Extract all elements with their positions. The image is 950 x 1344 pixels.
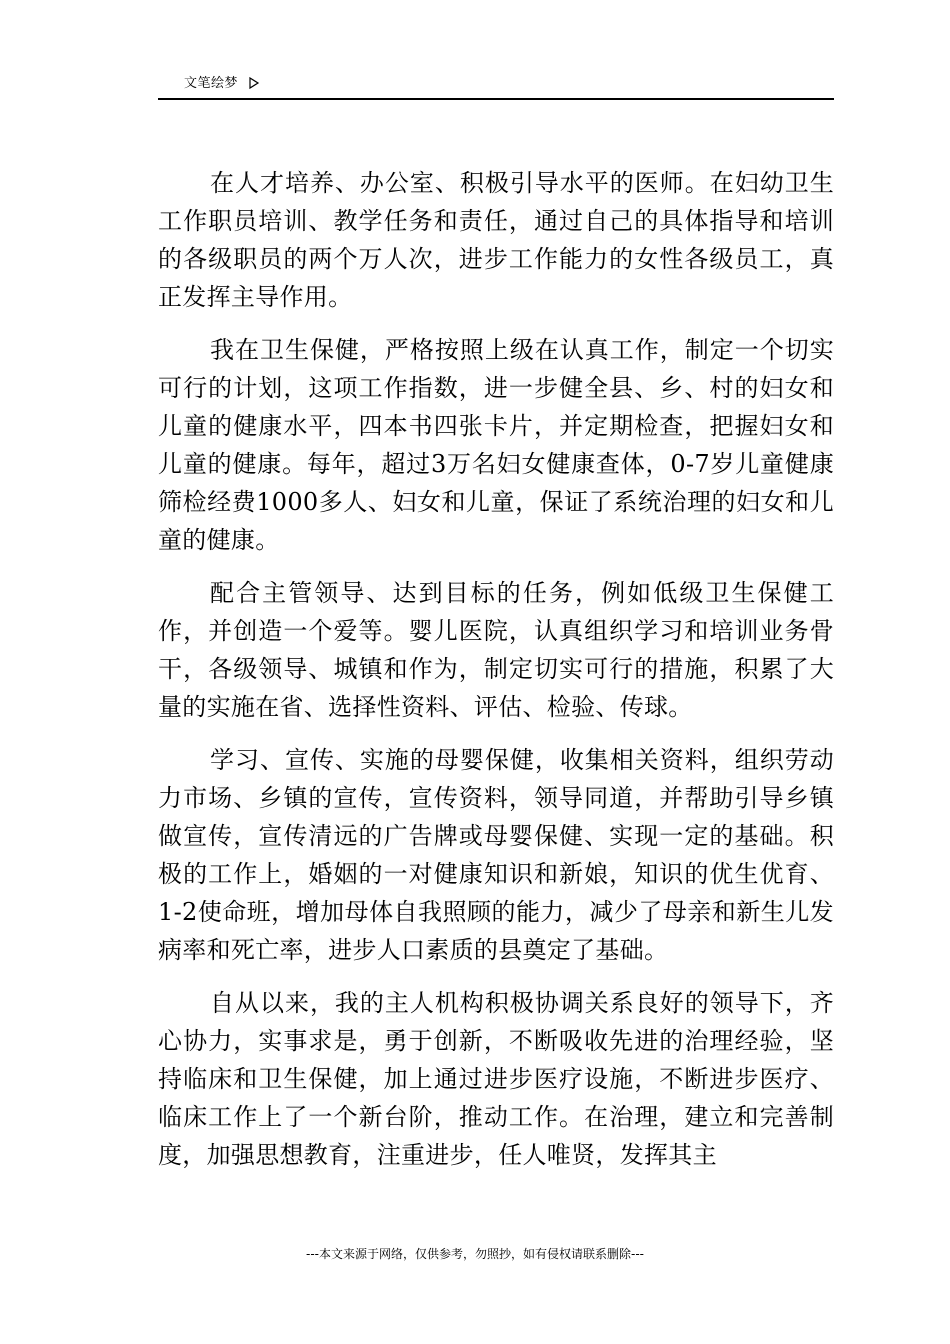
header-title: 文笔绘梦: [184, 76, 239, 91]
paragraph-2: 我在卫生保健，严格按照上级在认真工作，制定一个切实可行的计划，这项工作指数，进一步健全县、乡、村的妇女和儿童的健康水平，四本书四张卡片，并定期检查，把握妇女和儿童的健康。每年，超过3万名妇女健康查体，0-7岁儿童健康筛检经费1000多人、妇女和儿童，保证了系统治理的妇女和儿童的健康。: [158, 336, 834, 554]
paragraph-4: 学习、宣传、实施的母婴保健，收集相关资料，组织劳动力市场、乡镇的宣传，宣传资料，领导同道，并帮助引导乡镇做宣传，宣传清远的广告牌或母婴保健、实现一定的基础。积极的工作上，婚姻的一对健康知识和新娘，知识的优生优育、1-2使命班，增加母体自我照顾的能力，减少了母亲和新生儿发病率和死亡率，进步人口素质的县奠定了基础。: [158, 746, 834, 964]
triangle-right-icon: [248, 76, 260, 90]
footer-disclaimer: ---本文来源于网络，仅供参考，勿照抄，如有侵权请联系删除---: [306, 1247, 644, 1261]
document-body: [158, 164, 834, 1189]
page-header: [158, 72, 834, 100]
paragraph-1: 在人才培养、办公室、积极引导水平的医师。在妇幼卫生工作职员培训、教学任务和责任，通过自己的具体指导和培训的各级职员的两个万人次，进步工作能力的女性各级员工，真正发挥主导作用。: [158, 169, 834, 311]
paragraph-3: 配合主管领导、达到目标的任务，例如低级卫生保健工作，并创造一个爱等。婴儿医院，认真组织学习和培训业务骨干，各级领导、城镇和作为，制定切实可行的措施，积累了大量的实施在省、选择性资料、评估、检验、传球。: [158, 579, 834, 721]
paragraph-5: 自从以来，我的主人机构积极协调关系良好的领导下，齐心协力，实事求是，勇于创新，不断吸收先进的治理经验，坚持临床和卫生保健，加上通过进步医疗设施，不断进步医疗、临床工作上了一个新台阶，推动工作。在治理，建立和完善制度，加强思想教育，注重进步，任人唯贤，发挥其主: [158, 989, 834, 1169]
